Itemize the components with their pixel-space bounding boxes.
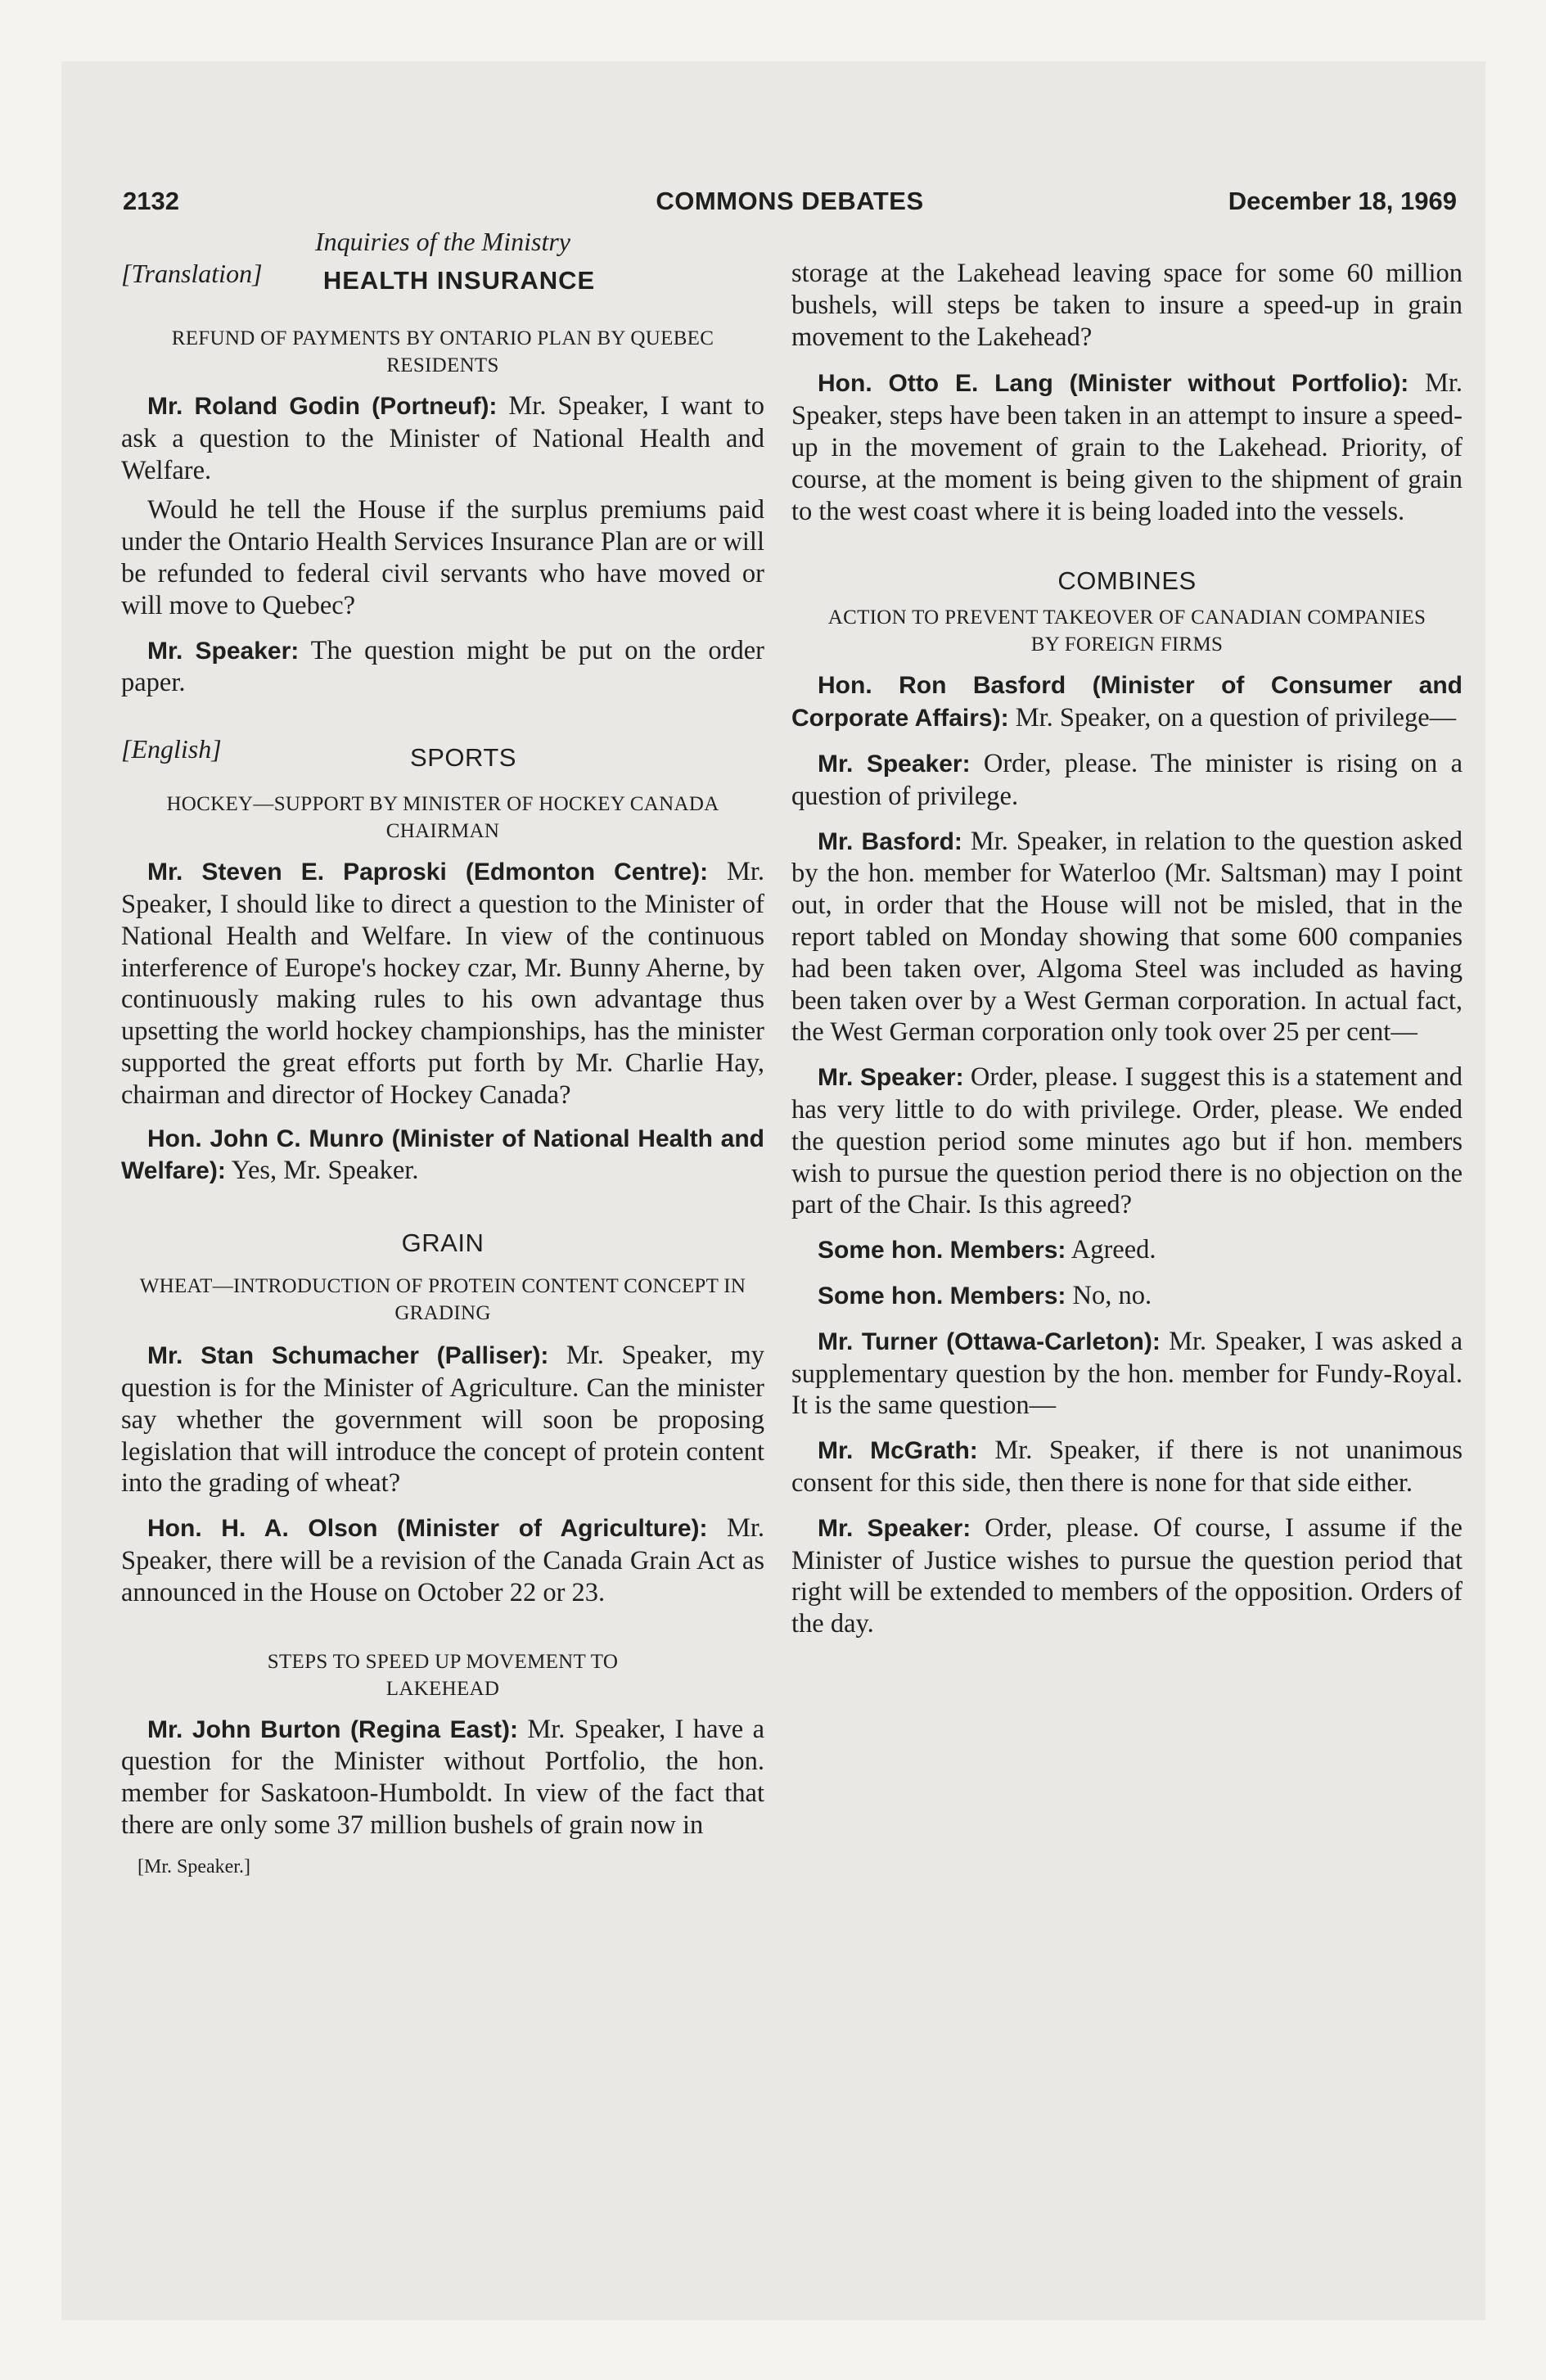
section-kicker: Inquiries of the Ministry — [315, 227, 570, 256]
speech-text: Mr. Speaker, steps have been taken in an attempt to insure a speed-up in the movement of grain to the Lakehead. Priority, of course, at the moment is being given to the shipment of grain to the west coast where it is being loaded into the vessels. — [791, 368, 1463, 526]
paragraph — [791, 1234, 1463, 1267]
speech-text: No, no. — [1066, 1280, 1152, 1310]
speaker-name: Hon. H. A. Olson (Minister of Agriculture): — [147, 1515, 708, 1543]
speaker-name: Mr. John Burton (Regina East): — [147, 1715, 518, 1743]
speaker-name: Mr. Speaker: — [818, 1064, 964, 1092]
speech-text: Mr. Speaker, I was asked a supplementary question by the hon. member for Fundy-Royal. It is the same question— — [791, 1326, 1463, 1421]
paragraph: Would he tell the House if the surplus premiums paid under the Ontario Health Services Insurance Plan are or will be refunded to federal civil servants who have moved or will move to Quebec? — [121, 495, 764, 620]
paragraph — [791, 1280, 1463, 1313]
speaker-name: Mr. Turner (Ottawa-Carleton): — [818, 1327, 1161, 1355]
paragraph — [121, 390, 764, 486]
speaker-name: Mr. McGrath: — [818, 1437, 978, 1465]
paragraph — [791, 826, 1463, 1049]
speaker-name: Hon. Ron Basford (Minister of Consumer and Corporate Affairs): — [791, 672, 1463, 732]
subheading-speed-up-movement: STEPS TO SPEED UP MOVEMENT TO LAKEHEAD — [267, 1650, 619, 1700]
page-date: December 18, 1969 — [1228, 187, 1457, 215]
paragraph: storage at the Lakehead leaving space for some 60 million bushels, will steps be taken to insure a speed-up in grain movement to the Lakehead? — [791, 259, 1463, 352]
paragraph — [121, 1512, 764, 1608]
heading-combines: COMBINES — [1057, 566, 1197, 596]
translation-note: [Translation] — [121, 259, 263, 288]
paragraph — [791, 748, 1463, 813]
speaker-name: Mr. Speaker: — [818, 750, 971, 778]
speaker-name: Mr. Stan Schumacher (Palliser): — [147, 1342, 549, 1370]
speech-text: Order, please. Of course, I assume if the Minister of Justice wishes to pursue the question period that right will be extended to members of the opposition. Orders of the day. — [791, 1512, 1463, 1639]
page-header — [123, 187, 1457, 228]
paragraph — [121, 1123, 764, 1188]
subheading-refund-payments: REFUND OF PAYMENTS BY ONTARIO PLAN BY QUEBEC RESIDENTS — [171, 327, 714, 376]
left-column — [121, 225, 764, 1878]
speech-text: Order, please. The minister is rising on a question of privilege. — [791, 748, 1463, 811]
speaker-name: Mr. Basford: — [818, 827, 962, 855]
paragraph — [121, 1714, 764, 1841]
speech-text: Yes, Mr. Speaker. — [225, 1156, 419, 1186]
speaker-name: Some hon. Members: — [818, 1282, 1066, 1309]
speech-text: Mr. Speaker, there will be a revision of the Canada Grain Act as announced in the House on October 22 or 23. — [121, 1513, 765, 1607]
speech-text: Agreed. — [1066, 1235, 1156, 1265]
speech-text: Order, please. I suggest this is a statement and has very little to do with privilege. Order, please. We ended the question period some minutes ago but if hon. members wish to pursue the question period there is no objection on the part of the Chair. Is this agreed? — [791, 1062, 1463, 1220]
speech-text: Mr. Speaker, on a question of privilege— — [1008, 703, 1457, 733]
paragraph — [791, 1062, 1463, 1221]
paragraph — [791, 1435, 1463, 1499]
subheading-hockey-support: HOCKEY—SUPPORT BY MINISTER OF HOCKEY CANADA CHAIRMAN — [166, 793, 719, 843]
paragraph — [791, 367, 1463, 527]
speech-text: Mr. Speaker, I want to ask a question to the Minister of National Health and Welfare. — [121, 391, 765, 485]
right-column — [791, 225, 1463, 1640]
subheading-wheat-protein: WHEAT—INTRODUCTION OF PROTEIN CONTENT CONCEPT IN GRADING — [139, 1275, 746, 1325]
paragraph — [121, 1340, 764, 1499]
speech-text: Mr. Speaker, in relation to the question asked by the hon. member for Waterloo (Mr. Saltsman) may I point out, in order that the House will not be misled, that in the report tabled on Monday showing that some 600 companies had been taken over, Algoma Steel was included as having been taken over by a West German corporation. In actual fact, the West German corporation only took over 25 per cent— — [791, 826, 1463, 1048]
speech-text: Mr. Speaker, if there is not unanimous consent for this side, then there is none for that side either. — [791, 1436, 1463, 1498]
page-number: 2132 — [123, 187, 179, 215]
speaker-name: Hon. John C. Munro (Minister of National Health and Welfare): — [121, 1125, 764, 1185]
paragraph — [791, 1512, 1463, 1640]
heading-sports: SPORTS — [410, 743, 516, 773]
publication-title: COMMONS DEBATES — [656, 187, 924, 215]
speech-text: Mr. Speaker, my question is for the Minister of Agriculture. Can the minister say whether the government will soon be proposing legislation that will introduce the concept of protein content into the grading of wheat? — [121, 1341, 764, 1499]
paragraph — [791, 669, 1463, 735]
speaker-name: Mr. Roland Godin (Portneuf): — [147, 393, 498, 420]
speech-text: Mr. Speaker, I should like to direct a question to the Minister of National Health and Welfare. In view of the continuous interference of Europe's hockey czar, Mr. Bunny Aherne, by continuously making rules to his own advantage thus upsetting the world hockey championships, has the minister supported the great efforts put forth by Mr. Charlie Hay, chairman and director of Hockey Canada? — [121, 857, 764, 1110]
heading-health-insurance: HEALTH INSURANCE — [322, 266, 596, 295]
english-note: [English] — [121, 734, 222, 764]
speech-text: Mr. Speaker, I have a question for the Minister without Portfolio, the hon. member for Saskatoon-Humboldt. In view of the fact that there are only some 37 million bushels of grain now in — [121, 1714, 764, 1840]
speaker-name: Hon. Otto E. Lang (Minister without Portfolio): — [818, 370, 1409, 398]
speaker-name: Mr. Speaker: — [147, 637, 300, 665]
paragraph — [121, 635, 764, 700]
speaker-name: Some hon. Members: — [818, 1237, 1066, 1264]
speaker-name: Mr. Steven E. Paproski (Edmonton Centre): — [147, 859, 709, 886]
heading-grain: GRAIN — [401, 1228, 485, 1258]
speaker-name: Mr. Speaker: — [818, 1514, 971, 1542]
page-footer: [Mr. Speaker.] — [137, 1855, 250, 1877]
speech-text: The question might be put on the order paper. — [121, 635, 765, 698]
paragraph — [791, 1326, 1463, 1422]
paragraph — [121, 856, 764, 1111]
subheading-prevent-takeover: ACTION TO PREVENT TAKEOVER OF CANADIAN COMPANIES BY FOREIGN FIRMS — [827, 606, 1427, 656]
